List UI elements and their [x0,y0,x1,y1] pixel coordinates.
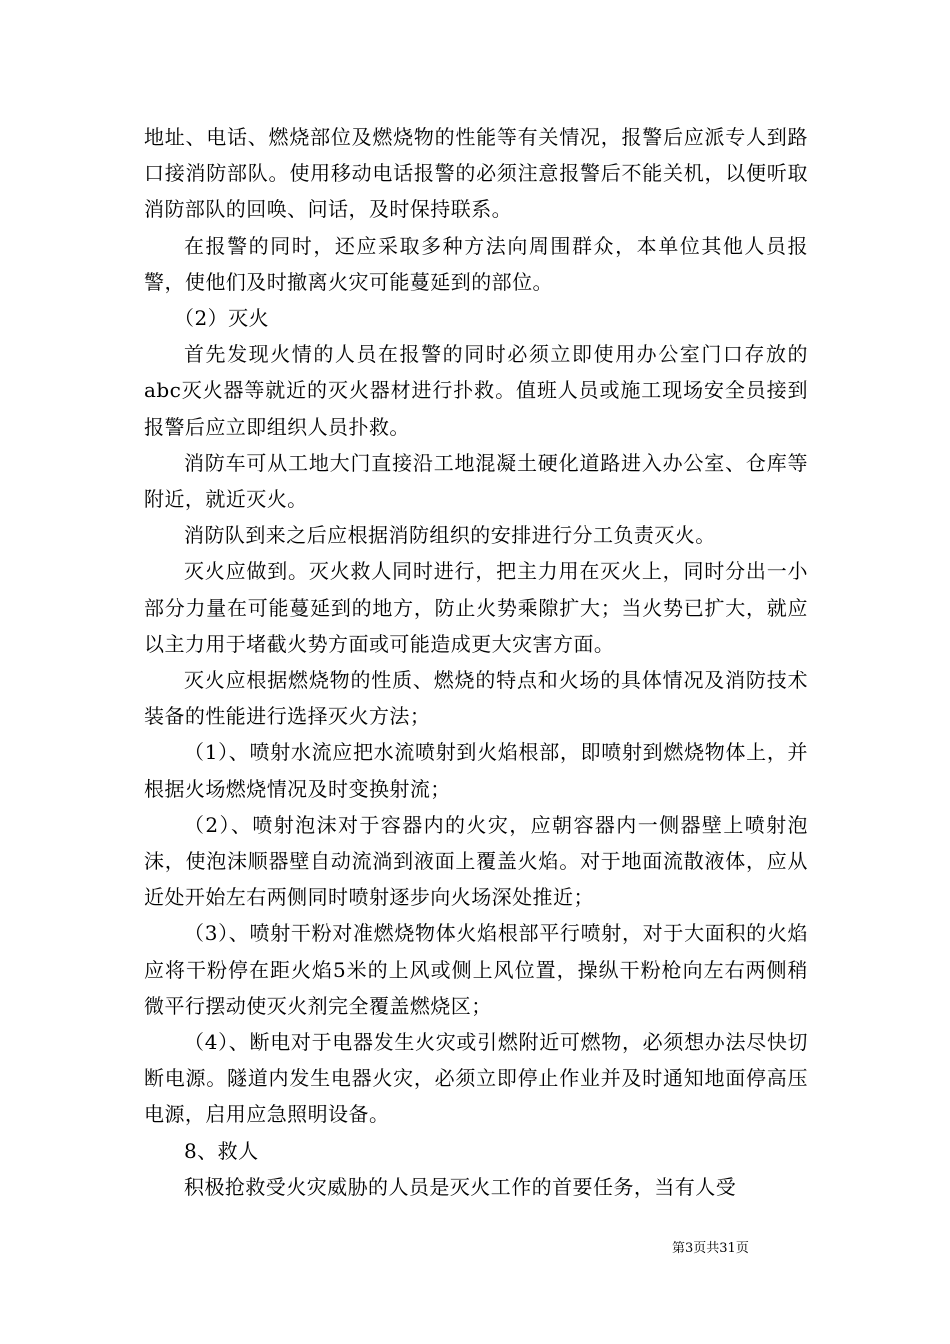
list-item-power-cutoff: （4）、断电对于电器发生火灾或引燃附近可燃物，必须想办法尽快切断电源。隧道内发生电器火灾，必须立即停止作业并及时通知地面停高压电源，启用应急照明设备。 [144,1030,808,1127]
page-number: 第3页共31页 [672,1241,749,1256]
paragraph-fire-truck-access: 消防车可从工地大门直接沿工地混凝土硬化道路进入办公室、仓库等附近，就近灭火。 [144,450,808,512]
paragraph-rescue-priority: 积极抢救受火灾威胁的人员是灭火工作的首要任务，当有人受 [184,1174,737,1199]
document-body [144,119,808,1205]
list-item-foam: （2）、喷射泡沫对于容器内的火灾，应朝容器内一侧器壁上喷射泡沫，使泡沫顺器壁自动流淌到液面上覆盖火焰。对于地面流散液体，应从近处开始左右两侧同时喷射逐步向火场深处推近； [144,812,808,910]
paragraph-fire-brigade: 消防队到来之后应根据消防组织的安排进行分工负责灭火。 [184,523,716,548]
heading-rescue: 8、救人 [184,1138,259,1163]
list-item-water-stream: （1）、喷射水流应把水流喷射到火焰根部，即喷射到燃烧物体上，并根据火场燃烧情况及时变换射流； [144,740,808,801]
paragraph-first-response: 首先发现火情的人员在报警的同时必须立即使用办公室门口存放的abc灭火器等就近的灭火器材进行扑救。值班人员或施工现场安全员接到报警后应立即组织人员扑救。 [144,342,808,439]
paragraph-method-selection: 灭火应根据燃烧物的性质、燃烧的特点和火场的具体情况及消防技术装备的性能进行选择灭火方法； [144,668,808,729]
heading-extinguish: （2）灭火 [174,306,269,331]
list-item-dry-powder: （3）、喷射干粉对准燃烧物体火焰根部平行喷射，对于大面积的火焰应将干粉停在距火焰5米的上风或侧上风位置，操纵干粉枪向左右两侧稍微平行摆动使灭火剂完全覆盖燃烧区； [144,921,808,1018]
paragraph-alert-others: 在报警的同时，还应采取多种方法向周围群众，本单位其他人员报警，使他们及时撤离火灾可能蔓延到的部位。 [144,233,808,294]
paragraph-report-details: 地址、电话、燃烧部位及燃烧物的性能等有关情况，报警后应派专人到路口接消防部队。使用移动电话报警的必须注意报警后不能关机，以便听取消防部队的回唤、问话，及时保持联系。 [144,125,808,222]
paragraph-firefighting-principles: 灭火应做到。灭火救人同时进行，把主力用在灭火上，同时分出一小部分力量在可能蔓延到的地方，防止火势乘隙扩大；当火势已扩大，就应以主力用于堵截火势方面或可能造成更大灾害方面。 [144,559,808,656]
